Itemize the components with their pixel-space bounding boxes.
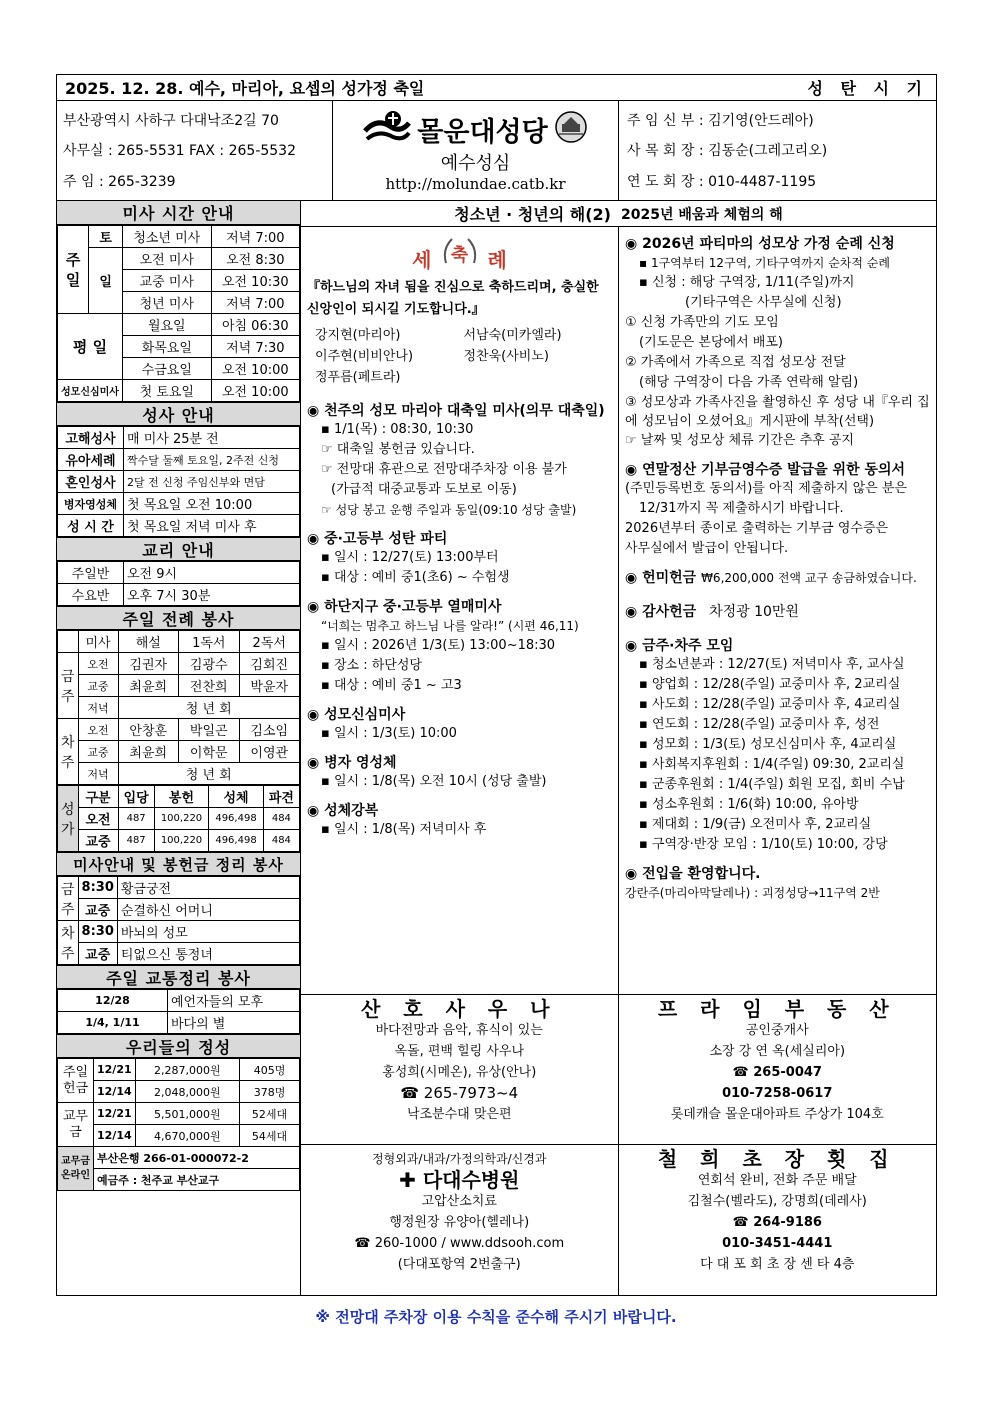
sacrament-heading: 성사 안내 <box>57 402 300 426</box>
ad-phone: 010-3451-4441 <box>722 1236 833 1251</box>
sacrament-desc: 짝수달 둘째 토요일, 2주전 신청 <box>124 449 300 471</box>
hospital-name <box>305 1170 614 1191</box>
sunday-label: 주 일 <box>58 226 89 314</box>
offering-table <box>57 876 300 965</box>
hymn-num: 487 <box>118 808 154 830</box>
mass-label: 저녁 <box>78 763 118 785</box>
hymn-num: 496,498 <box>209 808 264 830</box>
ad-phone: 010-7258-0617 <box>722 1086 833 1101</box>
church-name: 몰운대성당 <box>417 116 548 148</box>
ann-line: ▪ 1구역부터 12구역, 기타구역까지 순차적 순례 <box>639 256 890 270</box>
announcements-left <box>301 227 619 994</box>
baptism-message: 『하느님의 자녀 됨을 진심으로 축하드리며, 충실한 신앙인이 되시길 기도합니다.』 <box>307 280 599 317</box>
theme-banner <box>301 201 936 227</box>
traffic-heading: 주일 교통정리 봉사 <box>57 965 300 989</box>
catechism-table <box>57 561 300 606</box>
bank-owner: 예금주 : 천주교 부산교구 <box>94 1169 300 1191</box>
offering-heading: 미사안내 및 봉헌금 정리 봉사 <box>57 852 300 876</box>
ad-phone: ☎ 264-9186 <box>732 1215 822 1230</box>
ads-grid <box>301 995 936 1295</box>
this-week-label: 금주 <box>58 877 79 921</box>
ad-line: 롯데캐슬 몰운대아파트 주상가 104호 <box>670 1107 884 1122</box>
hymn-num: 100,220 <box>154 830 209 852</box>
duty-label: 교무금 <box>58 1103 94 1147</box>
col-head: 구분 <box>78 786 118 808</box>
mass-name: 교중 미사 <box>122 270 211 292</box>
ad-line: 낙조분수대 맞은편 <box>406 1107 512 1122</box>
baptism-title-a: 세 <box>412 248 432 272</box>
hymn-num: 100,220 <box>154 808 209 830</box>
team-name: 순결하신 어머니 <box>117 899 299 921</box>
mass-time: 오전 10:30 <box>211 270 299 292</box>
sacrament-name: 유아세례 <box>58 449 124 471</box>
mass-times-heading: 미사 시간 안내 <box>57 201 300 225</box>
ann-meetings-title: ◉ 금주·차주 모임 <box>625 638 734 654</box>
mass-label: 오전 <box>78 719 118 741</box>
col-head: 성체 <box>209 786 264 808</box>
traffic-table <box>57 989 300 1034</box>
traffic-date: 1/4, 1/11 <box>58 1012 168 1034</box>
sunday-offering-label: 주일 헌금 <box>58 1059 94 1103</box>
col-head: 2독서 <box>239 631 300 653</box>
right-column <box>301 201 936 1295</box>
ad-line: 연회석 완비, 전화 주문 배달 <box>697 1173 857 1188</box>
ann-line: ☞ 전망대 휴관으로 전망대주차장 이용 불가 <box>321 462 567 477</box>
ann-party-title: ◉ 중·고등부 성탄 파티 <box>307 531 448 547</box>
mass-time: 저녁 7:30 <box>211 336 299 358</box>
baptized-name: 서남숙(미카엘라) <box>463 328 562 343</box>
traffic-date: 12/28 <box>58 990 168 1012</box>
ad-title: 철 희 초 장 횟 집 <box>657 1147 897 1171</box>
reader-name: 박일곤 <box>179 719 239 741</box>
hospital-logo-icon: ✚ <box>399 1168 416 1192</box>
mass-name: 첫 토요일 <box>122 380 211 402</box>
reader-name: 김광수 <box>179 653 239 675</box>
mass-time: 오전 8:30 <box>211 248 299 270</box>
mass-time: 오전 10:00 <box>211 358 299 380</box>
ann-youth-mass-title: ◉ 하단지구 중·고등부 열매미사 <box>307 599 502 615</box>
ann-line: ▪ 양업회 : 12/28(주일) 교중미사 후, 2교리실 <box>639 677 901 692</box>
gift-heading: 우리들의 정성 <box>57 1034 300 1058</box>
ann-line: 강란주(마리아막달레나) : 괴정성당→11구역 2반 <box>625 886 880 900</box>
sacrament-desc: 매 미사 25분 전 <box>124 427 300 449</box>
church-motto: 예수성심 <box>440 153 511 174</box>
mass-time: 아침 06:30 <box>211 314 299 336</box>
baptized-name: 이주현(비비안나) <box>315 349 414 364</box>
gift-count: 378명 <box>240 1081 300 1103</box>
ann-rice-title: ◉ 헌미헌금 <box>625 570 697 586</box>
col-head: 봉헌 <box>154 786 209 808</box>
col-head: 1독서 <box>179 631 239 653</box>
sacrament-desc: 첫 목요일 저녁 미사 후 <box>124 515 300 537</box>
mass-label: 교중 <box>78 830 118 852</box>
baptism-title-b: 례 <box>487 248 507 272</box>
council-head: 사 목 회 장 : 김동순(그레고리오) <box>627 143 828 160</box>
this-week-label: 금주 <box>58 653 79 719</box>
reader-name: 이영관 <box>239 741 300 763</box>
hymn-num: 484 <box>263 830 299 852</box>
ann-line: ▪ 1/1(목) : 08:30, 10:30 <box>321 422 474 437</box>
liturgy-table <box>57 630 300 785</box>
ad-title: 산 호 사 우 나 <box>361 997 558 1021</box>
baptized-name: 강지현(마리아) <box>315 328 401 343</box>
address: 부산광역시 사하구 다대낙조2길 70 <box>63 113 279 130</box>
class-name: 수요반 <box>58 584 124 606</box>
hymn-num: 496,498 <box>209 830 264 852</box>
gift-amount: 2,287,000원 <box>135 1059 239 1081</box>
ad-line: 고압산소치료 <box>421 1194 497 1209</box>
theme-title: 청소년 · 청년의 해(2) <box>454 205 611 224</box>
contact-info <box>57 101 333 200</box>
ad-phone: ☎ 265-7973~4 <box>400 1084 519 1102</box>
mass-name: 오전 미사 <box>122 248 211 270</box>
ann-line: ▪ 일시 : 1/8(목) 오전 10시 (성당 출발) <box>321 774 547 789</box>
church-seal-icon <box>554 110 588 148</box>
mass-name: 청년 미사 <box>122 292 211 314</box>
ann-line: ▪ 일시 : 12/27(토) 13:00부터 <box>321 550 499 565</box>
ad-title: 프 라 임 부 동 산 <box>657 997 897 1021</box>
theme-subtitle: 2025년 배움과 체험의 해 <box>620 206 783 223</box>
mass-name: 화목요일 <box>122 336 211 358</box>
ad-phone[interactable]: ☎ 260-1000 / www.ddsooh.com <box>354 1236 565 1251</box>
mass-label: 저녁 <box>78 697 118 719</box>
ad-hospital <box>301 1145 619 1295</box>
sacrament-name: 고해성사 <box>58 427 124 449</box>
church-url[interactable]: http://molundae.catb.kr <box>385 175 566 193</box>
wreath-icon <box>438 233 482 273</box>
ann-line: ▪ 성모회 : 1/3(토) 성모신심미사 후, 4교리실 <box>639 737 897 752</box>
season-label: 성 탄 시 기 <box>807 79 928 98</box>
ann-line: ▪ 사회복지후원회 : 1/4(주일) 09:30, 2교리실 <box>639 757 905 772</box>
mass-label: 오전 <box>78 808 118 830</box>
sat-label: 토 <box>89 226 123 248</box>
reader-name: 전찬희 <box>179 675 239 697</box>
mass-label: 교중 <box>78 741 118 763</box>
footer-notice: ※ 전망대 주차장 이용 수칙을 준수해 주시기 바랍니다. <box>315 1308 677 1326</box>
sacrament-desc: 첫 목요일 오전 10:00 <box>124 493 300 515</box>
reader-name: 김회진 <box>239 653 300 675</box>
ann-line: ▪ 제대회 : 1/9(금) 오전미사 후, 2교리실 <box>639 817 872 832</box>
team-name: 티없으신 통정녀 <box>117 943 299 965</box>
ad-line: 소장 강 연 옥(세실리아) <box>709 1044 846 1059</box>
baptism-block <box>307 233 612 273</box>
date-title: 2025. 12. 28. 예수, 마리아, 요셉의 성가정 축일 <box>65 79 425 98</box>
gift-date: 12/21 <box>94 1103 136 1125</box>
ann-line: (가급적 대중교통과 도보로 이동) <box>331 482 517 497</box>
ann-line: ▪ 일시 : 2026년 1/3(토) 13:00~18:30 <box>321 638 556 653</box>
mass-label: 8:30 <box>78 921 117 943</box>
gift-count: 54세대 <box>240 1125 300 1147</box>
col-head: 해설 <box>118 631 178 653</box>
bank-account: 부산은행 266-01-000072-2 <box>94 1147 300 1169</box>
ann-line: ☞ 날짜 및 성모상 체류 기간은 추후 공지 <box>625 433 854 448</box>
staff-info <box>619 101 936 200</box>
reader-name: 박윤자 <box>239 675 300 697</box>
mass-name: 청소년 미사 <box>122 226 211 248</box>
team-name: 예언자들의 모후 <box>168 990 300 1012</box>
ann-line: ▪ 대상 : 예비 중1(초6) ~ 수험생 <box>321 570 510 585</box>
team-name: 황금궁전 <box>117 877 299 899</box>
mass-times-table <box>57 225 300 402</box>
reader-name: 김소임 <box>239 719 300 741</box>
ann-tax-title: ◉ 연말정산 기부금영수증 발급을 위한 동의서 <box>625 462 906 478</box>
gift-date: 12/14 <box>94 1081 136 1103</box>
mass-label: 오전 <box>78 653 118 675</box>
header <box>57 101 936 201</box>
ann-line: ▪ 신청 : 해당 구역장, 1/11(주일)까지 <box>639 275 855 290</box>
gift-count: 52세대 <box>240 1103 300 1125</box>
ann-line: ▪ 성소후원회 : 1/6(화) 10:00, 유아방 <box>639 797 859 812</box>
ann-line: ▪ 장소 : 하단성당 <box>321 658 422 673</box>
ann-line: ☞ 대축일 봉헌금 있습니다. <box>321 442 475 457</box>
baptized-name: 정찬욱(사비노) <box>463 349 549 364</box>
ann-line: ▪ 일시 : 1/8(목) 저녁미사 후 <box>321 822 487 837</box>
ad-line: 옥돌, 편백 힐링 사우나 <box>394 1044 525 1059</box>
ann-line: ▪ 군종후원회 : 1/4(주일) 회원 모집, 회비 수납 <box>639 777 905 792</box>
next-week-label: 차주 <box>58 921 79 965</box>
announcements-right <box>619 227 936 994</box>
gift-amount: 2,048,000원 <box>135 1081 239 1103</box>
ann-line: ▪ 연도회 : 12/28(주일) 교중미사 후, 성전 <box>639 717 880 732</box>
sacrament-name: 혼인성사 <box>58 471 124 493</box>
mass-name: 수금요일 <box>122 358 211 380</box>
reader-name: 최윤희 <box>118 675 178 697</box>
ad-line: 행정원장 유양아(헬레나) <box>389 1215 530 1230</box>
liturgy-heading: 주일 전례 봉사 <box>57 606 300 630</box>
ann-marian-title: ◉ 성모신심미사 <box>307 707 406 723</box>
ann-line: ▪ 대상 : 예비 중1 ~ 고3 <box>321 678 462 693</box>
ann-line: 12/31까지 꼭 제출하시기 바랍니다. <box>639 501 844 516</box>
church-logo-icon <box>363 109 411 149</box>
reader-name: 최윤희 <box>118 741 178 763</box>
class-time: 오전 9시 <box>124 562 300 584</box>
ad-realty <box>619 995 937 1145</box>
reader-group: 청 년 회 <box>118 697 299 719</box>
ann-line: ▪ 일시 : 1/3(토) 10:00 <box>321 726 457 741</box>
ad-sauna <box>301 995 619 1145</box>
office-phone: 사무실 : 265-5531 FAX : 265-5532 <box>63 143 296 160</box>
mass-label: 교중 <box>78 943 117 965</box>
ann-line: 사무실에서 발급이 안됩니다. <box>625 541 789 556</box>
ann-line: 2026년부터 종이로 출력하는 기부금 영수증은 <box>625 521 889 536</box>
pastor-phone: 주 임 : 265-3239 <box>63 173 176 190</box>
ann-line: ▪ 청소년분과 : 12/27(토) 저녁미사 후, 교사실 <box>639 657 905 672</box>
team-name: 바뇌의 성모 <box>117 921 299 943</box>
prayer-head: 연 도 회 장 : 010-4487-1195 <box>627 173 817 190</box>
reader-group: 청 년 회 <box>118 763 299 785</box>
gift-count: 405명 <box>240 1059 300 1081</box>
ann-line: ▪ 구역장·반장 모임 : 1/10(토) 10:00, 강당 <box>639 837 888 852</box>
sacrament-table <box>57 426 300 537</box>
mass-label: 교중 <box>78 675 118 697</box>
ann-welcome-title: ◉ 전입을 환영합니다. <box>625 866 761 882</box>
mass-name: 월요일 <box>122 314 211 336</box>
team-name: 바다의 별 <box>168 1012 300 1034</box>
sacrament-name: 성 시 간 <box>58 515 124 537</box>
catechism-heading: 교리 안내 <box>57 537 300 561</box>
ad-phone: ☎ 265-0047 <box>732 1065 822 1080</box>
ann-thanks-text: 차정광 10만원 <box>709 604 799 620</box>
ann-line: ③ 성모상과 가족사진을 촬영하신 후 성당 내『우리 집에 성모님이 오셨어요』게시판에 부착(선택) <box>625 395 930 429</box>
sacrament-desc: 2달 전 신청 주임신부와 면담 <box>124 471 300 493</box>
ann-thanks-offering <box>625 601 930 621</box>
ann-mary-title: ◉ 천주의 성모 마리아 대축일 미사(의무 대축일) <box>307 403 605 419</box>
mass-time: 오전 10:00 <box>211 380 299 402</box>
il-label: 일 <box>89 248 123 314</box>
class-time: 오후 7시 30분 <box>124 584 300 606</box>
gift-date: 12/14 <box>94 1125 136 1147</box>
mass-time: 저녁 7:00 <box>211 226 299 248</box>
ann-benediction-title: ◉ 성체강복 <box>307 803 379 819</box>
mass-time: 저녁 7:00 <box>211 292 299 314</box>
left-column <box>57 201 301 1295</box>
col-head: 파견 <box>263 786 299 808</box>
hymn-label: 성가 <box>58 786 79 852</box>
ann-line: ▪ 사도회 : 12/28(주일) 교중미사 후, 4교리실 <box>639 697 901 712</box>
reader-name: 안창훈 <box>118 719 178 741</box>
reader-name: 이학문 <box>179 741 239 763</box>
title-bar <box>57 75 936 101</box>
ad-title: 다대수병원 <box>422 1168 520 1192</box>
ann-line: (기타구역은 사무실에 신청) <box>685 295 842 310</box>
class-name: 주일반 <box>58 562 124 584</box>
sacrament-name: 병자영성체 <box>58 493 124 515</box>
mass-label: 교중 <box>78 899 117 921</box>
mass-label: 8:30 <box>78 877 117 899</box>
ann-rice-offering <box>625 567 930 587</box>
ann-thanks-title: ◉ 감사헌금 <box>625 604 697 620</box>
ad-line: 김철수(벨라도), 강명희(데레사) <box>687 1194 867 1209</box>
ad-line: 정형외과/내과/가정의학과/신경과 <box>372 1152 547 1166</box>
col-head: 미사 <box>78 631 118 653</box>
special-mass-label: 성모신심미사 <box>58 380 123 402</box>
ad-line: 다 대 포 회 초 장 센 타 4층 <box>700 1257 855 1272</box>
ad-line: 바다전망과 음악, 휴식이 있는 <box>375 1023 543 1038</box>
ann-line: ① 신청 가족만의 기도 모임 <box>625 315 779 330</box>
ann-line: (주민등록번호 동의서)를 아직 제출하지 않은 분은 <box>625 481 907 496</box>
baptized-name: 정푸름(페트라) <box>315 370 401 385</box>
ad-line: (다대포항역 2번출구) <box>397 1257 521 1272</box>
ann-sick-title: ◉ 병자 영성체 <box>307 755 397 771</box>
gift-amount: 4,670,000원 <box>135 1125 239 1147</box>
ann-line: (해당 구역장이 다음 가족 연락해 알림) <box>639 375 859 390</box>
ann-line: ② 가족에서 가족으로 직접 성모상 전달 <box>625 355 846 370</box>
bulletin <box>56 74 937 1296</box>
pastor-name: 주 임 신 부 : 김기영(안드레아) <box>627 113 814 130</box>
baptism-names <box>307 325 612 388</box>
ad-restaurant <box>619 1145 937 1295</box>
gift-amount: 5,501,000원 <box>135 1103 239 1125</box>
ann-line: (기도문은 본당에서 배포) <box>639 335 783 350</box>
ad-line: 공인중개사 <box>745 1023 809 1038</box>
reader-name: 김권자 <box>118 653 178 675</box>
next-week-label: 차주 <box>58 719 79 785</box>
col-head: 입당 <box>118 786 154 808</box>
ann-fatima-title: ◉ 2026년 파티마의 성모상 가정 순례 신청 <box>625 236 895 252</box>
ann-line: “너희는 멈추고 하느님 나를 알라!” (시편 46,11) <box>321 619 579 633</box>
logo-block <box>333 101 619 200</box>
hymn-num: 487 <box>118 830 154 852</box>
hymn-num: 484 <box>263 808 299 830</box>
bank-label: 교무금 온라인 <box>58 1147 94 1191</box>
ann-line: ☞ 성당 봉고 운행 주일과 동일(09:10 성당 출발) <box>321 503 577 517</box>
gift-date: 12/21 <box>94 1059 136 1081</box>
badge-text: 축 <box>450 245 469 266</box>
weekday-label: 평 일 <box>58 314 123 380</box>
ann-rice-text: ₩6,200,000 전액 교구 송금하였습니다. <box>701 571 917 585</box>
ad-line: 홍성희(시메온), 유상(안나) <box>382 1065 537 1080</box>
hymn-table <box>57 785 300 852</box>
gift-table <box>57 1058 300 1191</box>
